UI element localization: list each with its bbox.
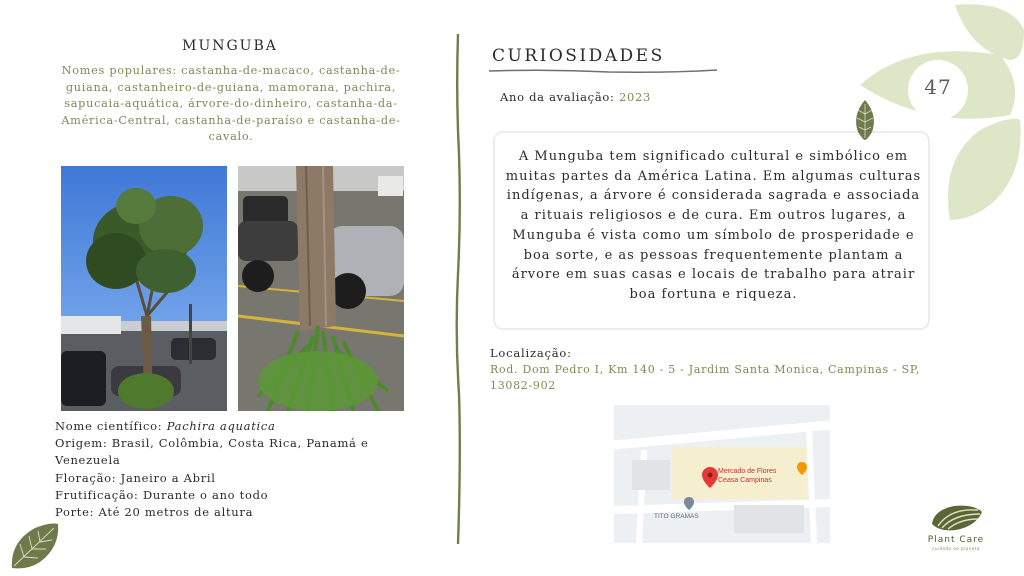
curiosities-title: CURIOSIDADES bbox=[492, 46, 665, 66]
map-place-name-2: Ceasa Campinas bbox=[718, 477, 772, 484]
tree-trunk-photo bbox=[238, 166, 404, 411]
map-poi-label: TITO GRAMAS bbox=[654, 513, 699, 520]
evaluation-year: Ano da avaliação: 2023 bbox=[500, 90, 652, 104]
flowering: Floração: Janeiro a Abril bbox=[55, 470, 216, 485]
location-map[interactable] bbox=[614, 405, 830, 543]
fruiting: Frutificação: Durante o ano todo bbox=[55, 487, 269, 502]
scientific-name: Nome científico: Pachira aquatica bbox=[55, 419, 276, 433]
small-leaf-icon bbox=[852, 100, 878, 140]
title-underline bbox=[489, 68, 717, 74]
page-number: 47 bbox=[924, 75, 952, 99]
location-label: Localização: bbox=[490, 346, 572, 360]
brand-tagline: cuidado ao planeta bbox=[932, 546, 980, 551]
brand-name: Plant Care bbox=[927, 535, 985, 545]
corner-leaf-icon bbox=[10, 522, 60, 570]
plant-facts bbox=[55, 418, 435, 521]
size: Porte: Até 20 metros de altura bbox=[55, 505, 254, 520]
popular-names: Nomes populares: castanha-de-macaco, castanha-de-guiana, castanheiro-de-guiana, mamorana, pachira, sapucaia-aquática, árvore-do-dinheiro, castanha-da-América-Central, castanha-de-paraíso e castanha-de-cavalo. bbox=[61, 64, 401, 143]
plant-name-title: MUNGUBA bbox=[182, 38, 278, 54]
location-address: Rod. Dom Pedro I, Km 140 - 5 - Jardim Santa Monica, Campinas - SP, 13082-902 bbox=[490, 363, 920, 392]
curiosities-text: A Munguba tem significado cultural e simbólico em muitas partes da América Latina. Em algumas culturas indígenas, a árvore é considerada sagrada e associada a rituais religiosos e de cura. Em outros lugares, a Munguba é vista como um símbolo de prosperidade e boa sorte, e as pessoas frequentemente plantam a árvore em suas casas e locais de trabalho para atrair boa fortuna e riqueza. bbox=[505, 149, 922, 302]
leaves-decoration bbox=[860, 0, 1024, 230]
origin: Origem: Brasil, Colômbia, Costa Rica, Panamá e Venezuela bbox=[55, 436, 369, 468]
vertical-divider bbox=[452, 34, 466, 544]
tree-photo-full bbox=[61, 166, 227, 411]
map-place-name-1: Mercado de Flores bbox=[718, 468, 777, 475]
